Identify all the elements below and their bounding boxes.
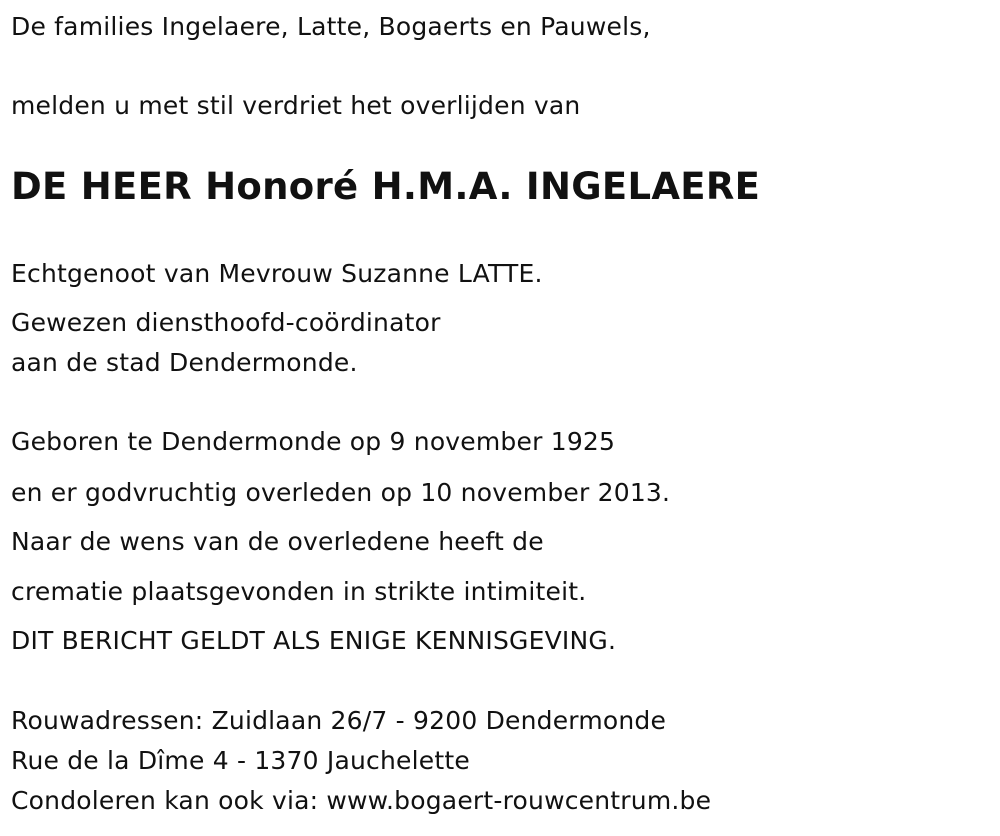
condolences-link[interactable]: Condoleren kan ook via: www.bogaert-rouwcentrum.be [11,786,712,815]
address-line-1: Rouwadressen: Zuidlaan 26/7 - 9200 Dendermonde [11,706,667,735]
spouse-text: Echtgenoot van Mevrouw Suzanne LATTE. [11,259,543,288]
address-line-2: Rue de la Dîme 4 - 1370 Jauchelette [11,746,470,775]
wish-line-2: crematie plaatsgevonden in strikte intimiteit. [11,577,587,606]
notice-statement: DIT BERICHT GELDT ALS ENIGE KENNISGEVING. [11,626,617,655]
occupation-line-2: aan de stad Dendermonde. [11,348,358,377]
death-text: en er godvruchtig overleden op 10 november 2013. [11,478,671,507]
birth-text: Geboren te Dendermonde op 9 november 1925 [11,427,616,456]
occupation-line-1: Gewezen diensthoofd-coördinator [11,308,441,337]
intro-text: De families Ingelaere, Latte, Bogaerts en Pauwels, [11,12,651,41]
announcement-text: melden u met stil verdriet het overlijden van [11,91,581,120]
wish-line-1: Naar de wens van de overledene heeft de [11,527,544,556]
deceased-name: DE HEER Honoré H.M.A. INGELAERE [11,165,761,208]
